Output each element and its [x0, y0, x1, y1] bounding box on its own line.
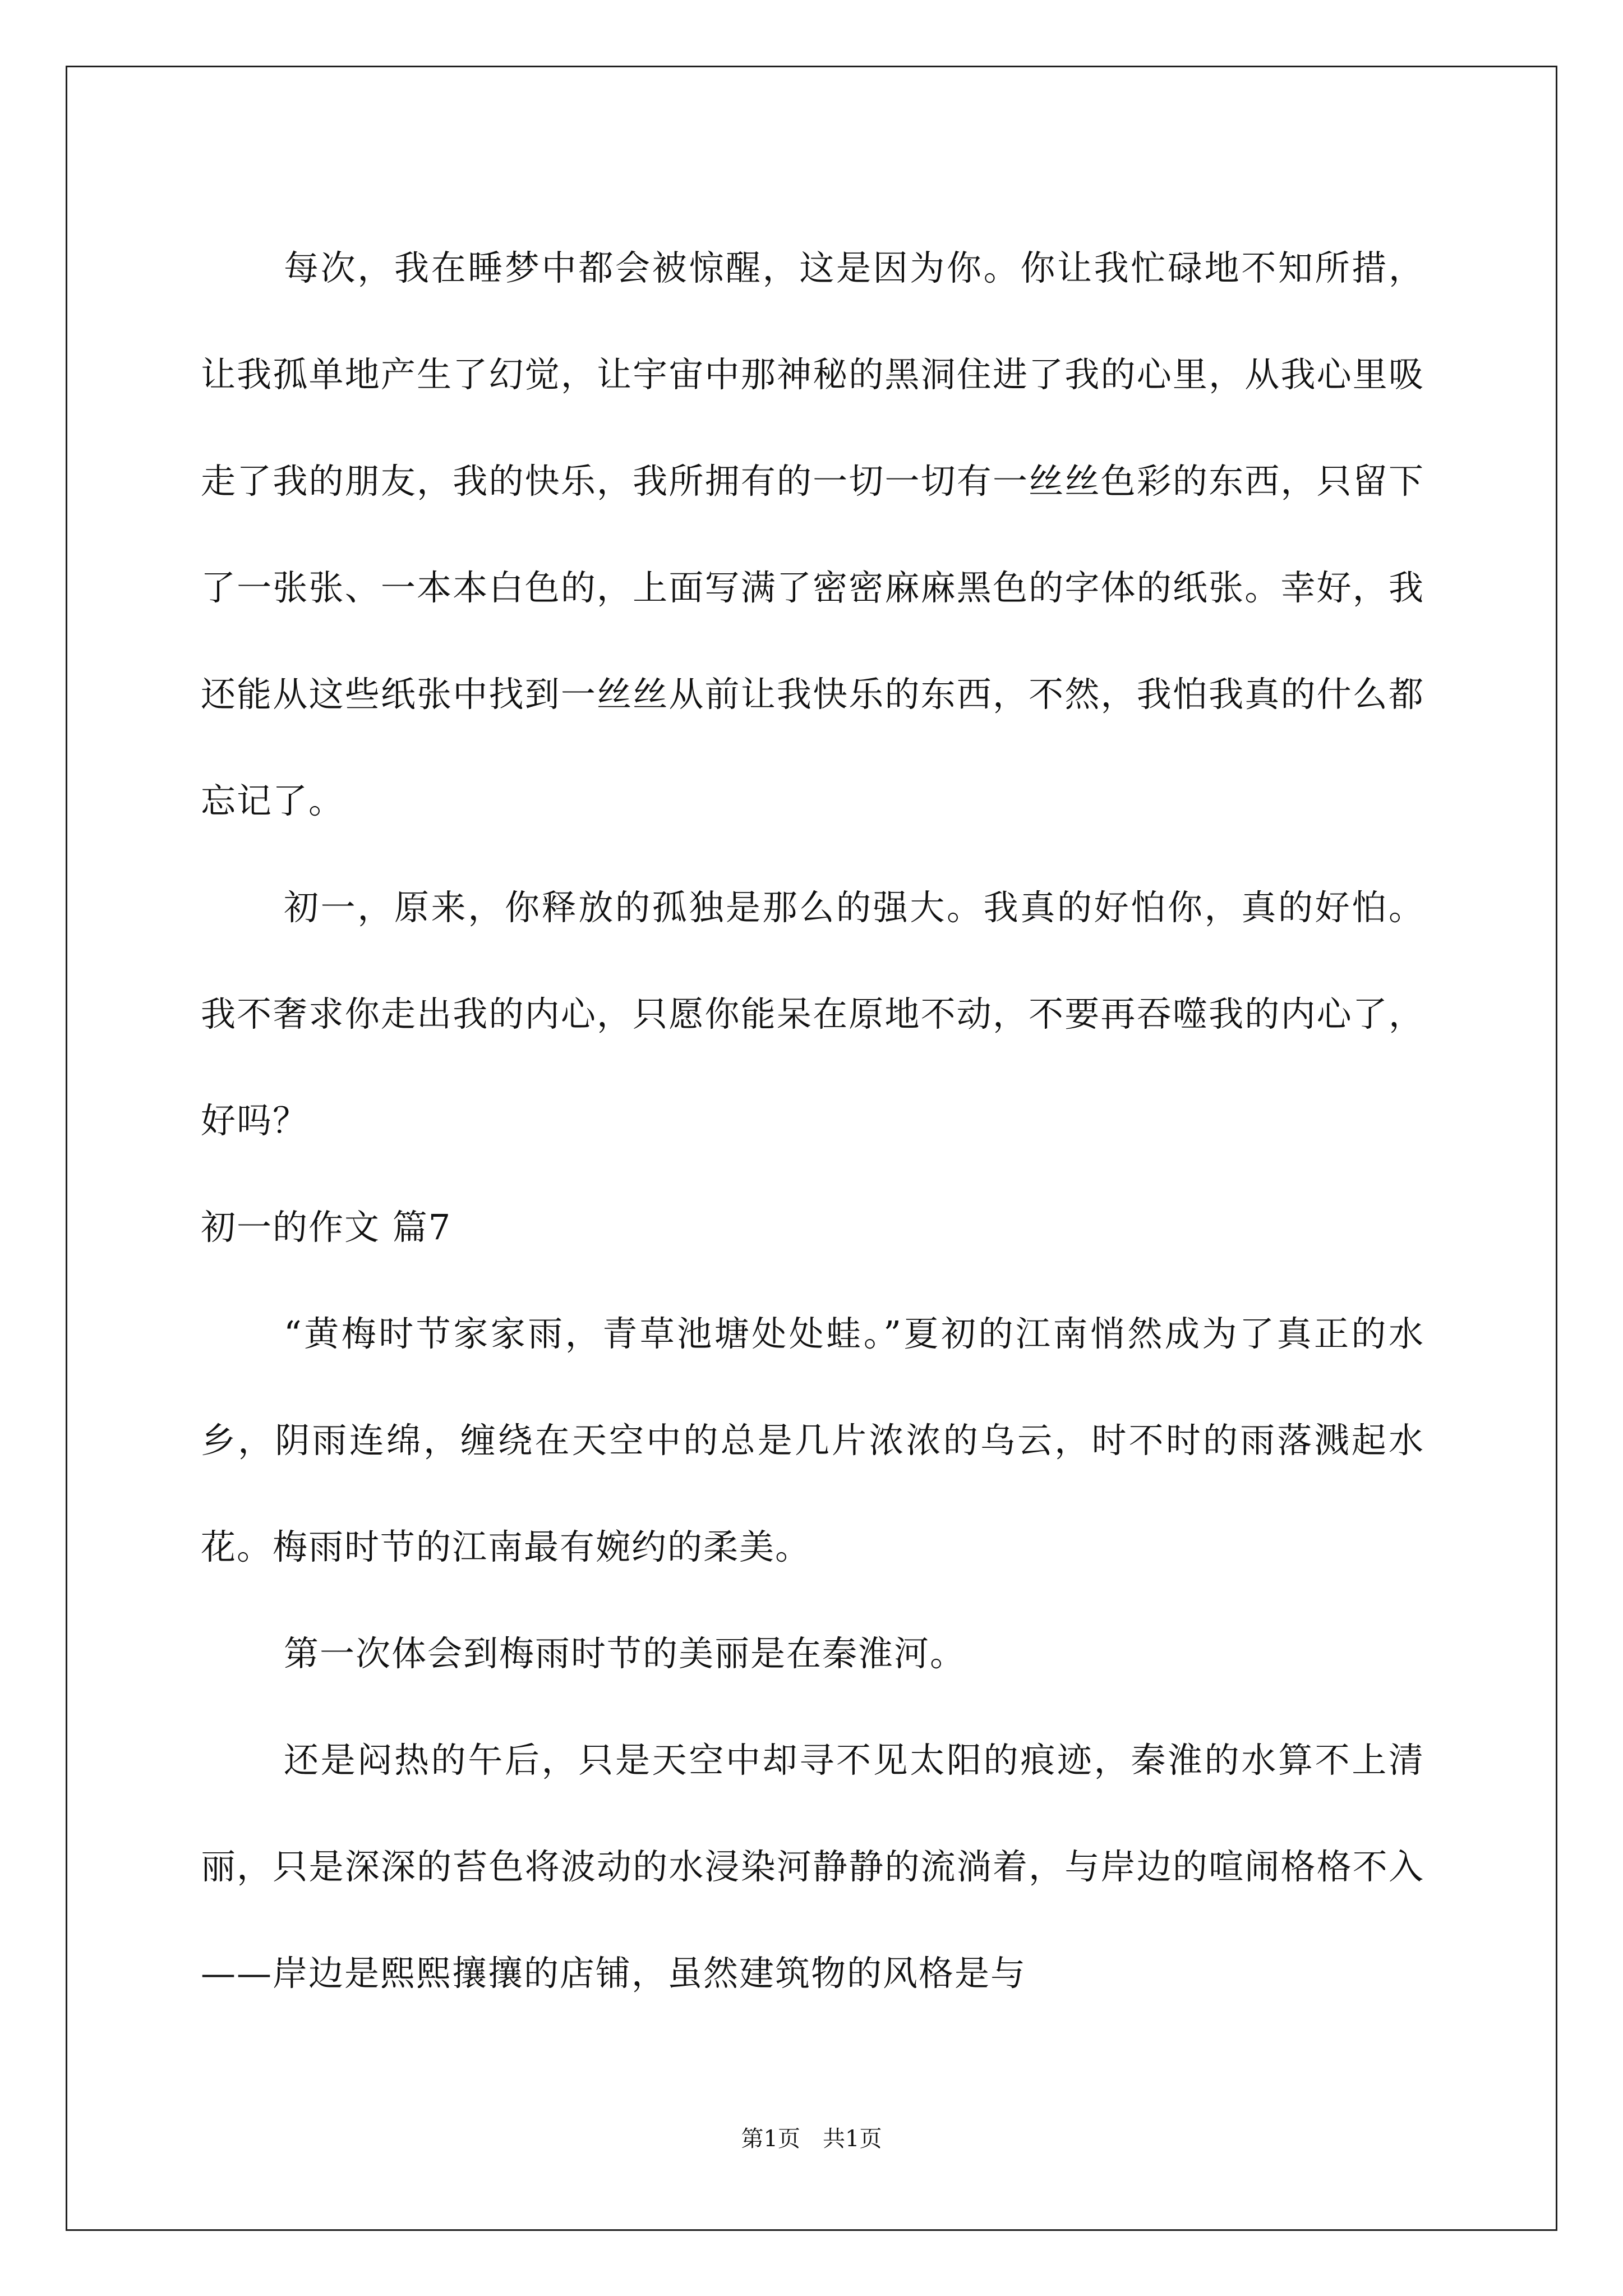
page-total: 共1页: [823, 2126, 882, 2152]
section-heading: 初一的作文 篇7: [201, 1207, 452, 1248]
page-number: 第1页: [741, 2126, 800, 2152]
paragraph-5: 还是闷热的午后，只是天空中却寻不见太阳的痕迹，秦淮的水算不上清丽，只是深深的苔色将波动的水浸染河静静的流淌着，与岸边的喧闹格格不入——岸边是熙熙攘攘的店铺，虽然建筑物的风格是与: [201, 1740, 1424, 1994]
paragraph-3: “黄梅时节家家雨，青草池塘处处蛙。”夏初的江南悄然成为了真正的水乡，阴雨连绵，缠绕在天空中的总是几片浓浓的乌云，时不时的雨落溅起水花。梅雨时节的江南最有婉约的柔美。: [201, 1313, 1424, 1567]
document-body: [201, 215, 1424, 2027]
paragraph-1: 每次，我在睡梦中都会被惊醒，这是因为你。你让我忙碌地不知所措，让我孤单地产生了幻觉，让宇宙中那神秘的黑洞住进了我的心里，从我心里吸走了我的朋友，我的快乐，我所拥有的一切一切有一丝丝色彩的东西，只留下了一张张、一本本白色的，上面写满了密密麻麻黑色的字体的纸张。幸好，我还能从这些纸张中找到一丝丝从前让我快乐的东西，不然，我怕我真的什么都忘记了。: [201, 247, 1424, 821]
paragraph-4: 第一次体会到梅雨时节的美丽是在秦淮河。: [284, 1633, 966, 1674]
page-footer: [0, 2125, 1623, 2153]
paragraph-2: 初一，原来，你释放的孤独是那么的强大。我真的好怕你，真的好怕。我不奢求你走出我的内心，只愿你能呆在原地不动，不要再吞噬我的内心了，好吗？: [201, 887, 1424, 1141]
